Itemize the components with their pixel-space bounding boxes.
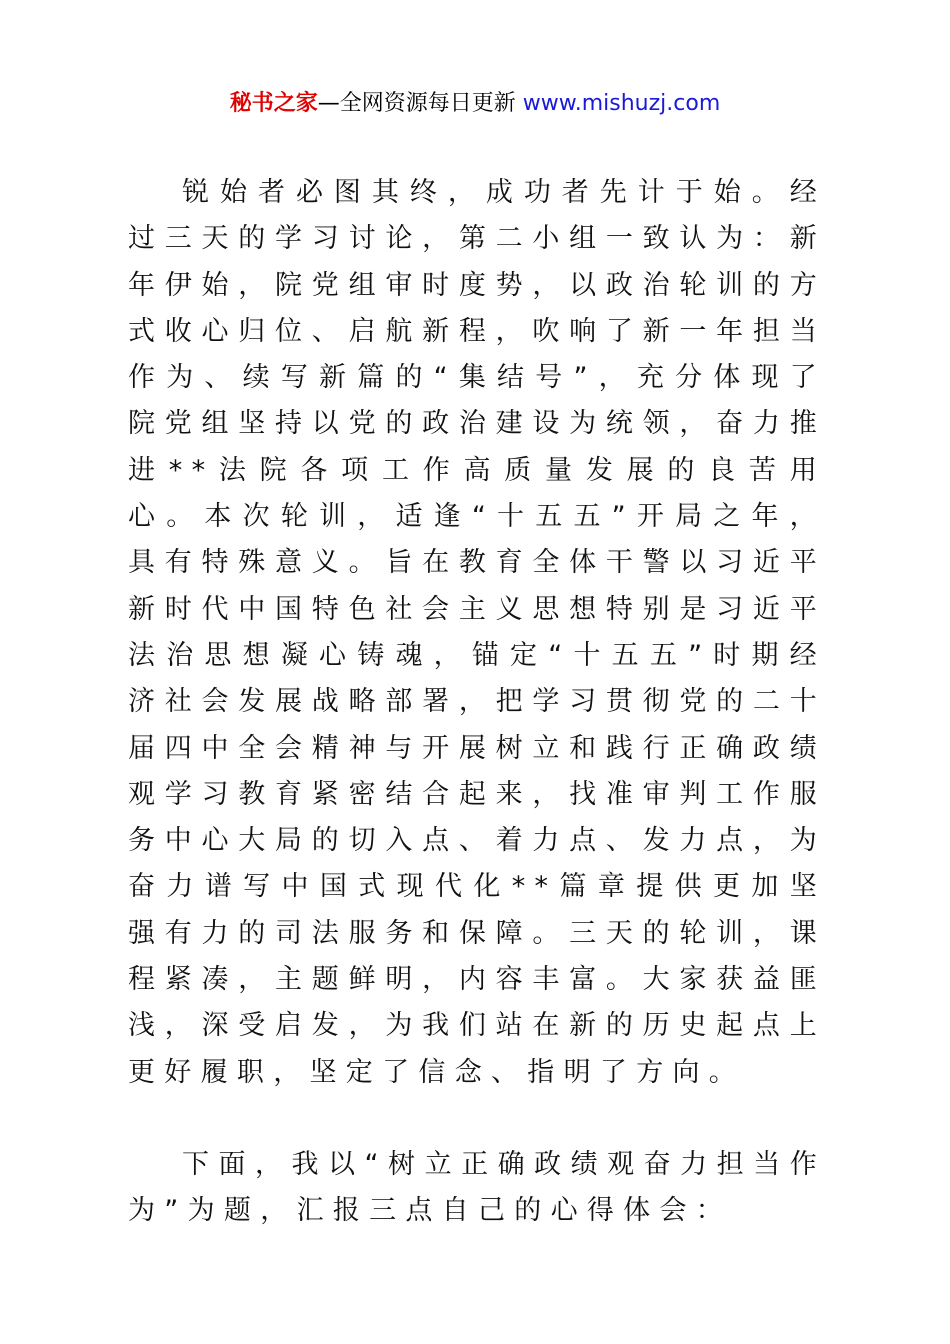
header-tagline: —全网资源每日更新: [317, 91, 523, 116]
page-header: [0, 88, 950, 120]
paragraph-intro: 锐始者必图其终，成功者先计于始。经过三天的学习讨论，第二小组一致认为：新年伊始，院党组审时度势，以政治轮训的方式收心归位、启航新程，吹响了新一年担当作为、续写新篇的“集结号”，充分体现了院党组坚持以党的政治建设为统领，奋力推进**法院各项工作高质量发展的良苦用心。本次轮训，适逢“十五五”开局之年，具有特殊意义。旨在教育全体干警以习近平新时代中国特色社会主义思想特别是习近平法治思想凝心铸魂，锚定“十五五”时期经济社会发展战略部署，把学习贯彻党的二十届四中全会精神与开展树立和践行正确政绩观学习教育紧密结合起来，找准审判工作服务中心大局的切入点、着力点、发力点，为奋力谱写中国式现代化**篇章提供更加坚强有力的司法服务和保障。三天的轮训，课程紧凑，主题鲜明，内容丰富。大家获益匪浅，深受启发，为我们站在新的历史起点上更好履职，坚定了信念、指明了方向。: [128, 177, 826, 1088]
brand-name: 秘书之家: [229, 91, 318, 116]
paragraph-transition: 下面，我以“树立正确政绩观奋力担当作为”为题，汇报三点自己的心得体会：: [128, 1148, 826, 1227]
site-url: www.mishuzj.com: [522, 91, 721, 116]
document-body: [128, 170, 826, 1235]
